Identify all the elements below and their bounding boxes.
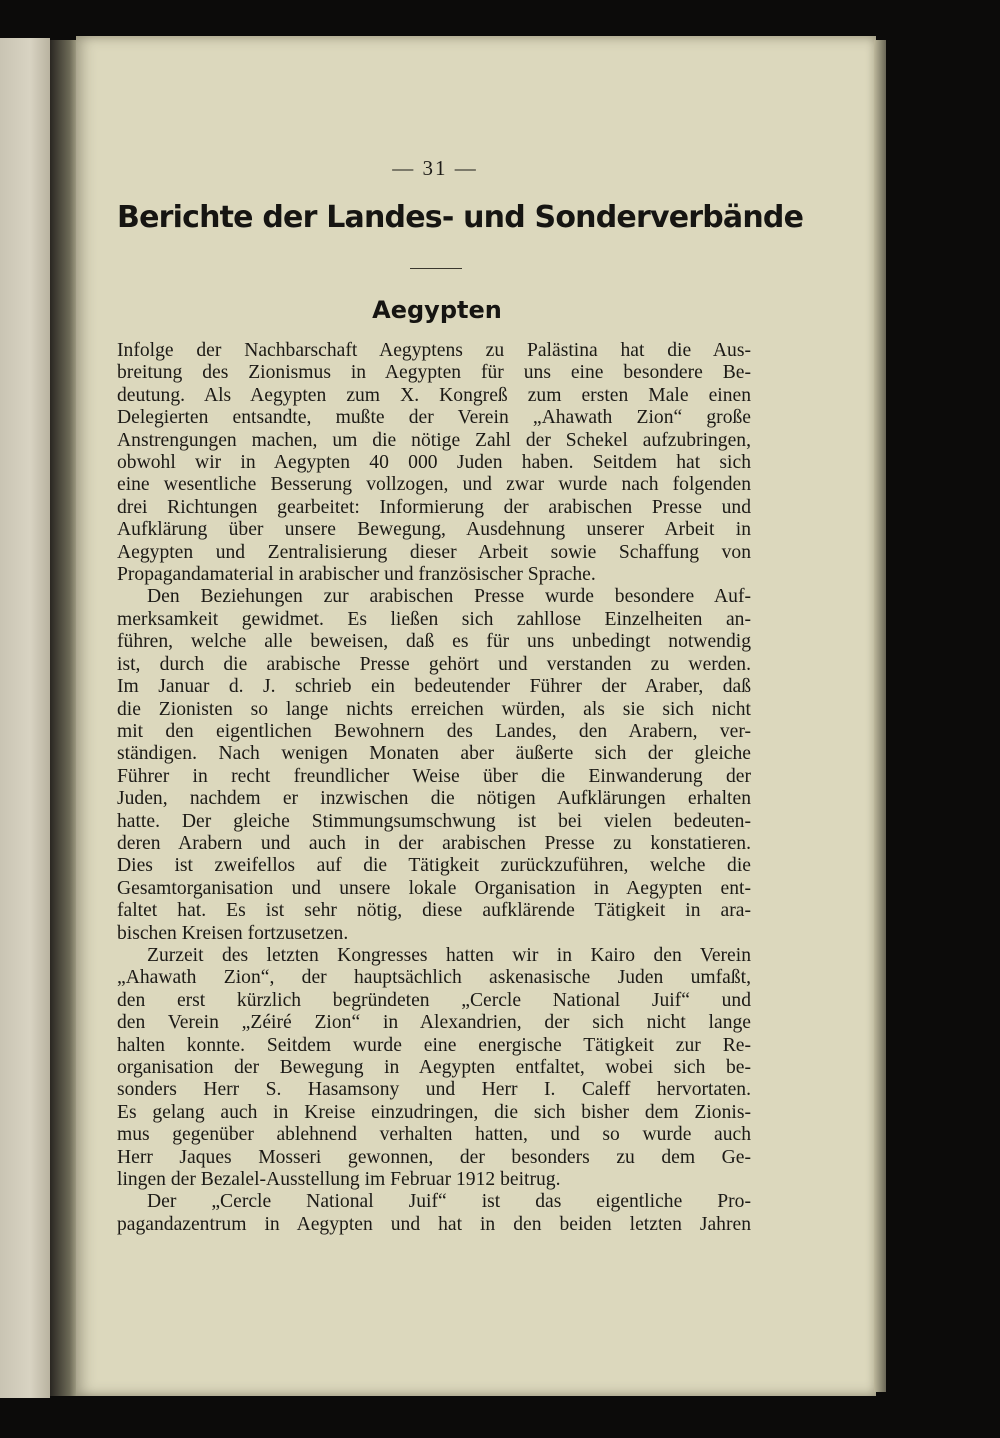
text-line: deren Arabern und auch in der arabischen Presse zu konstatieren. bbox=[117, 832, 751, 854]
text-line: Den Beziehungen zur arabischen Presse wurde besondere Auf- bbox=[147, 586, 751, 608]
text-line: drei Richtungen gearbeitet: Informierung der arabischen Presse und bbox=[117, 496, 751, 518]
text-line: Dies ist zweifellos auf die Tätigkeit zurückzuführen, welche die bbox=[117, 855, 751, 877]
text-line: faltet hat. Es ist sehr nötig, diese aufklärende Tätigkeit in ara- bbox=[117, 900, 751, 922]
text-line: Juden, nachdem er inzwischen die nötigen Aufklärungen erhalten bbox=[117, 788, 751, 810]
text-line: mit den eigentlichen Bewohnern des Landes, den Arabern, ver- bbox=[117, 720, 751, 742]
text-line: Aegypten und Zentralisierung dieser Arbeit sowie Schaffung von bbox=[117, 541, 751, 563]
page-right-edge bbox=[874, 40, 886, 1392]
text-line: Es gelang auch in Kreise einzudringen, die sich bisher dem Zionis- bbox=[117, 1101, 751, 1123]
text-line: Propagandamaterial in arabischer und französischer Sprache. bbox=[117, 564, 596, 586]
text-line: mus gegenüber ablehnend verhalten hatten, und so wurde auch bbox=[117, 1124, 751, 1146]
text-line: eine wesentliche Besserung vollzogen, und zwar wurde nach folgenden bbox=[117, 474, 751, 496]
body-text bbox=[117, 340, 751, 1236]
page-number: — 31 — bbox=[392, 156, 478, 180]
adjacent-page-edge bbox=[0, 38, 50, 1398]
paragraph bbox=[117, 945, 751, 1191]
text-line: Führer in recht freundlicher Weise über die Einwanderung der bbox=[117, 765, 751, 787]
text-line: den Verein „Zéiré Zion“ in Alexandrien, der sich nicht lange bbox=[117, 1012, 751, 1034]
text-line: Infolge der Nachbarschaft Aegyptens zu Palästina hat die Aus- bbox=[117, 340, 751, 361]
text-line: Herr Jaques Mosseri gewonnen, der besonders zu dem Ge- bbox=[117, 1146, 751, 1168]
text-line: merksamkeit gewidmet. Es ließen sich zahllose Einzelheiten an- bbox=[117, 608, 751, 630]
text-line: obwohl wir in Aegypten 40 000 Juden haben. Seitdem hat sich bbox=[117, 452, 751, 474]
section-title: Aegypten bbox=[372, 296, 502, 324]
chapter-title: Berichte der Landes- und Sonderverbände bbox=[117, 200, 804, 235]
text-line: deutung. Als Aegypten zum X. Kongreß zum ersten Male einen bbox=[117, 384, 751, 406]
paragraph bbox=[117, 340, 751, 586]
title-divider-rule bbox=[410, 268, 462, 269]
text-line: Der „Cercle National Juif“ ist das eigentliche Pro- bbox=[147, 1191, 751, 1213]
text-line: die Zionisten so lange nichts erreichen würden, als sie sich nicht bbox=[117, 698, 751, 720]
text-line: bischen Kreisen fortzusetzen. bbox=[117, 922, 349, 944]
paragraph bbox=[117, 586, 751, 945]
book-gutter-shadow bbox=[50, 40, 78, 1396]
text-line: breitung des Zionismus in Aegypten für uns eine besondere Be- bbox=[117, 362, 751, 384]
text-line: lingen der Bezalel-Ausstellung im Februar 1912 beitrug. bbox=[117, 1169, 561, 1191]
text-line: hatte. Der gleiche Stimmungsumschwung ist bei vielen bedeuten- bbox=[117, 810, 751, 832]
text-line: „Ahawath Zion“, der hauptsächlich askenasische Juden umfaßt, bbox=[117, 967, 751, 989]
text-line: sonders Herr S. Hasamsony und Herr I. Caleff hervortaten. bbox=[117, 1079, 751, 1101]
text-line: Aufklärung über unsere Bewegung, Ausdehnung unserer Arbeit in bbox=[117, 519, 751, 541]
text-line: Zurzeit des letzten Kongresses hatten wir in Kairo den Verein bbox=[147, 944, 751, 966]
text-line: pagandazentrum in Aegypten und hat in den beiden letzten Jahren bbox=[117, 1213, 751, 1235]
text-line: Anstrengungen machen, um die nötige Zahl der Schekel aufzubringen, bbox=[117, 429, 751, 451]
text-line: halten konnte. Seitdem wurde eine energische Tätigkeit zur Re- bbox=[117, 1034, 751, 1056]
text-line: den erst kürzlich begründeten „Cercle National Juif“ und bbox=[117, 989, 751, 1011]
text-line: organisation der Bewegung in Aegypten entfaltet, wobei sich be- bbox=[117, 1057, 751, 1078]
text-line: ist, durch die arabische Presse gehört und verstanden zu werden. bbox=[117, 653, 751, 675]
text-line: ständigen. Nach wenigen Monaten aber äußerte sich der gleiche bbox=[117, 743, 751, 765]
text-line: Gesamtorganisation und unsere lokale Organisation in Aegypten ent- bbox=[117, 877, 751, 899]
text-line: führen, welche alle beweisen, daß es für uns unbedingt notwendig bbox=[117, 631, 751, 653]
text-line: Im Januar d. J. schrieb ein bedeutender Führer der Araber, daß bbox=[117, 676, 751, 698]
paragraph bbox=[117, 1191, 751, 1236]
text-line: Delegierten entsandte, mußte der Verein „Ahawath Zion“ große bbox=[117, 407, 751, 429]
